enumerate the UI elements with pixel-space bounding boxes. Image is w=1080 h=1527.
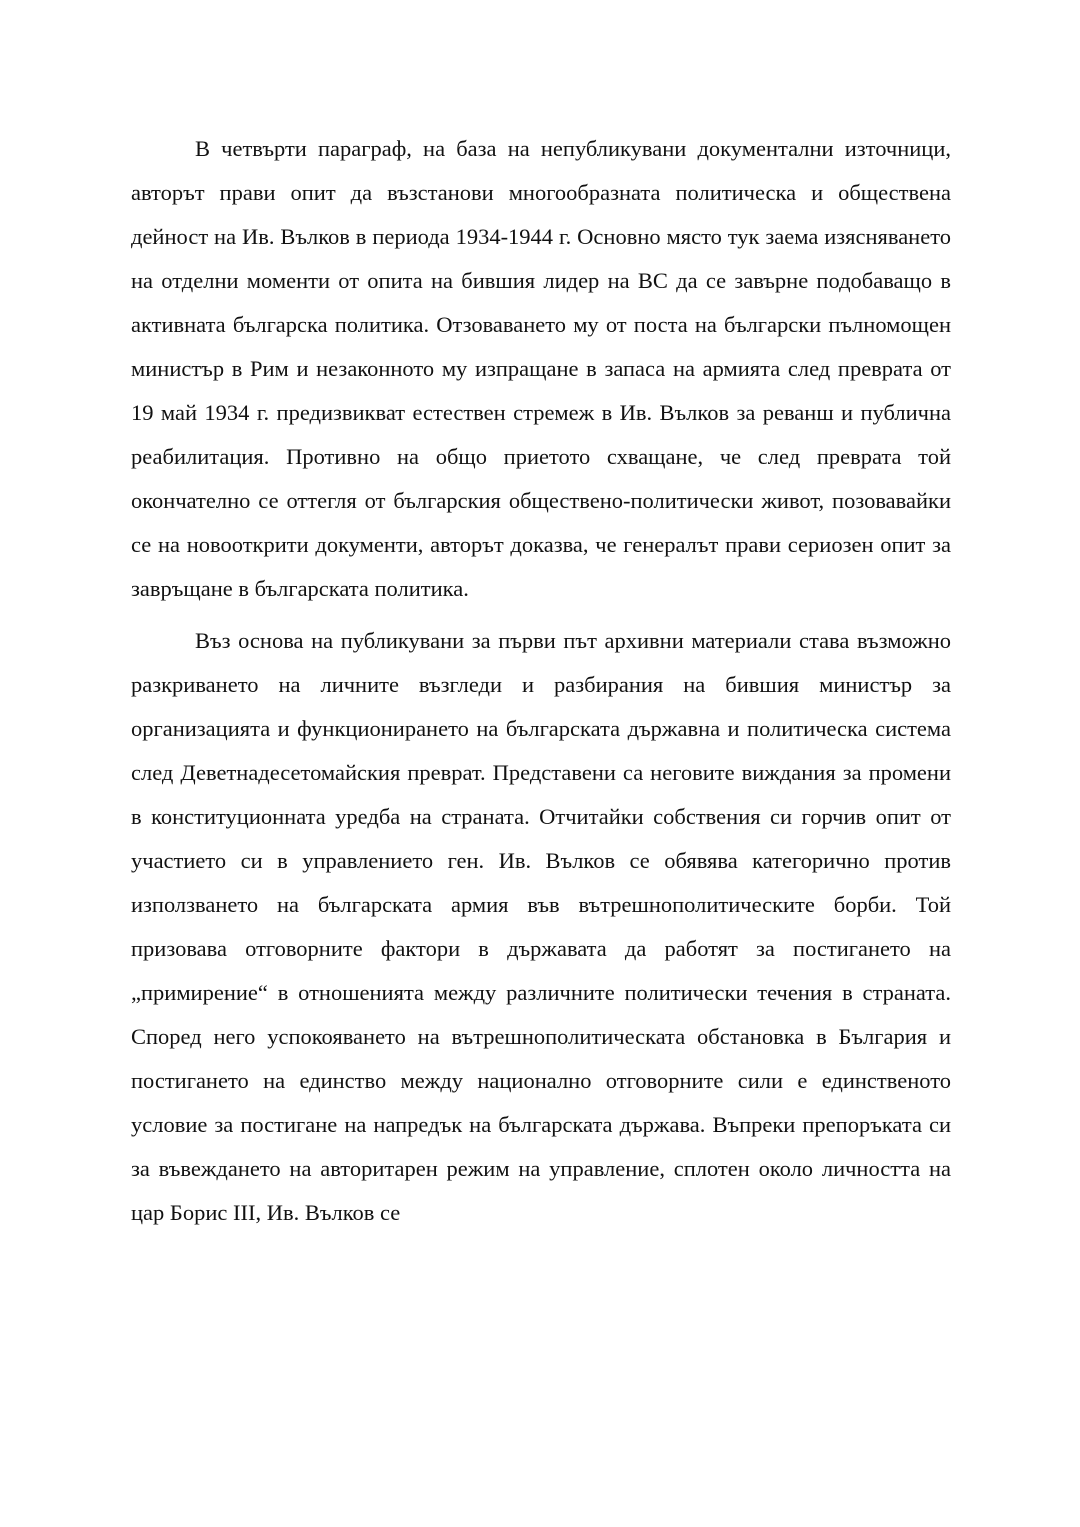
document-body — [131, 127, 951, 1235]
paragraph-1: В четвърти параграф, на база на непубликувани документални източници, авторът прави опит да възстанови многообразната политическа и обществена дейност на Ив. Вълков в периода 1934-1944 г. Основно място тук заема изясняването на отделни моменти от опита на бившия лидер на ВС да се завърне подобаващо в активната българска политика. Отзоваването му от поста на български пълномощен министър в Рим и незаконното му изпращане в запаса на армията след преврата от 19 май 1934 г. предизвикват естествен стремеж в Ив. Вълков за реванш и публична реабилитация. Противно на общо приетото схващане, че след преврата той окончателно се оттегля от българския обществено-политически живот, позовавайки се на новооткрити документи, авторът доказва, че генералът прави сериозен опит за завръщане в българската политика. — [131, 136, 951, 601]
paragraph-2: Въз основа на публикувани за първи път архивни материали става възможно разкриването на личните възгледи и разбирания на бившия министър за организацията и функционирането на българската държавна и политическа система след Деветнадесетомайския преврат. Представени са неговите виждания за промени в конституционната уредба на страната. Отчитайки собствения си горчив опит от участието си в управлението ген. Ив. Вълков се обявява категорично против използването на българската армия във вътрешнополитическите борби. Той призовава отговорните фактори в държавата да работят за постигането на „примирение“ в отношенията между различните политически течения в страната. Според него успокояването на вътрешнополитическата обстановка в България и постигането на единство между национално отговорните сили е единственото условие за постигане на напредък на българската държава. Въпреки препоръката си за въвеждането на авторитарен режим на управление, сплотен около личността на цар Борис III, Ив. Вълков се — [131, 628, 951, 1225]
